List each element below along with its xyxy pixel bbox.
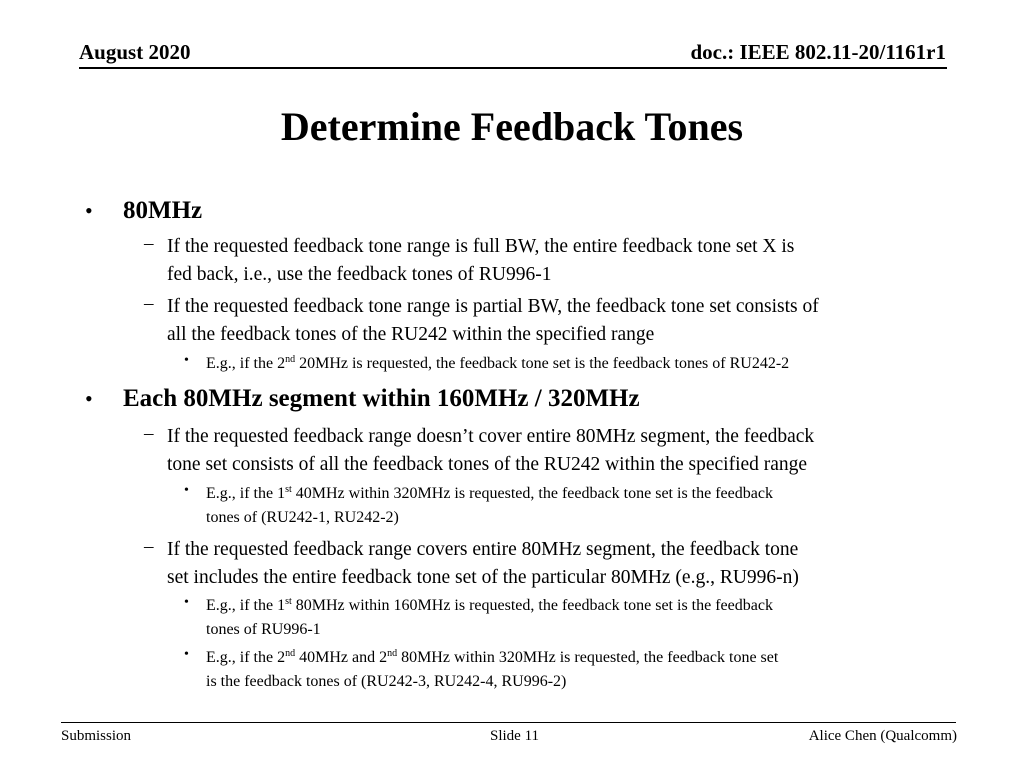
footer-divider bbox=[61, 722, 956, 723]
section2-sub1-example-line1: E.g., if the 1st 40MHz within 320MHz is requested, the feedback tone set is the feedback bbox=[206, 484, 773, 502]
header-doc-id: doc.: IEEE 802.11-20/1161r1 bbox=[690, 40, 946, 64]
section1-sub2-example: E.g., if the 2nd 20MHz is requested, the feedback tone set is the feedback tones of RU242-2 bbox=[206, 354, 790, 372]
section2-sub2-example1-line1: E.g., if the 1st 80MHz within 160MHz is requested, the feedback tone set is the feedback bbox=[206, 596, 773, 614]
section2-heading: Each 80MHz segment within 160MHz / 320MHz bbox=[123, 385, 640, 412]
bullet-icon: • bbox=[184, 483, 189, 498]
section2-sub1-line1: If the requested feedback range doesn’t cover entire 80MHz segment, the feedback bbox=[167, 426, 815, 447]
header-divider bbox=[79, 67, 947, 69]
section2-sub2-example2-line1: E.g., if the 2nd 40MHz and 2nd 80MHz within 320MHz is requested, the feedback tone set bbox=[206, 648, 779, 666]
section1-sub1-line2: fed back, i.e., use the feedback tones of RU996-1 bbox=[167, 264, 552, 285]
bullet-icon: • bbox=[85, 386, 93, 411]
bullet-icon: • bbox=[184, 595, 189, 610]
section2-sub2-example2-line2: is the feedback tones of (RU242-3, RU242-4, RU996-2) bbox=[206, 673, 567, 690]
dash-icon: – bbox=[144, 293, 154, 314]
footer-slide-number: Slide 11 bbox=[490, 728, 540, 744]
section2-sub1-line2: tone set consists of all the feedback tones of the RU242 within the specified range bbox=[167, 454, 808, 475]
section2-sub1-example-line2: tones of (RU242-1, RU242-2) bbox=[206, 509, 399, 526]
section2-sub2-example1-line2: tones of RU996-1 bbox=[206, 621, 321, 638]
footer-author: Alice Chen (Qualcomm) bbox=[808, 728, 957, 744]
footer-submission: Submission bbox=[61, 728, 132, 744]
bullet-icon: • bbox=[184, 353, 189, 368]
dash-icon: – bbox=[144, 233, 154, 254]
dash-icon: – bbox=[144, 423, 154, 444]
section1-heading: 80MHz bbox=[123, 197, 203, 224]
bullet-icon: • bbox=[184, 647, 189, 662]
section1-sub1-line1: If the requested feedback tone range is full BW, the entire feedback tone set X is bbox=[167, 236, 795, 257]
bullet-icon: • bbox=[85, 198, 93, 223]
dash-icon: – bbox=[144, 536, 154, 557]
slide-title: Determine Feedback Tones bbox=[280, 104, 744, 149]
header-date: August 2020 bbox=[79, 40, 191, 64]
section2-sub2-line1: If the requested feedback range covers entire 80MHz segment, the feedback tone bbox=[167, 539, 799, 560]
section1-sub2-line2: all the feedback tones of the RU242 within the specified range bbox=[167, 324, 655, 345]
section2-sub2-line2: set includes the entire feedback tone set of the particular 80MHz (e.g., RU996-n) bbox=[167, 567, 799, 588]
section1-sub2-line1: If the requested feedback tone range is partial BW, the feedback tone set consists of bbox=[167, 296, 819, 317]
